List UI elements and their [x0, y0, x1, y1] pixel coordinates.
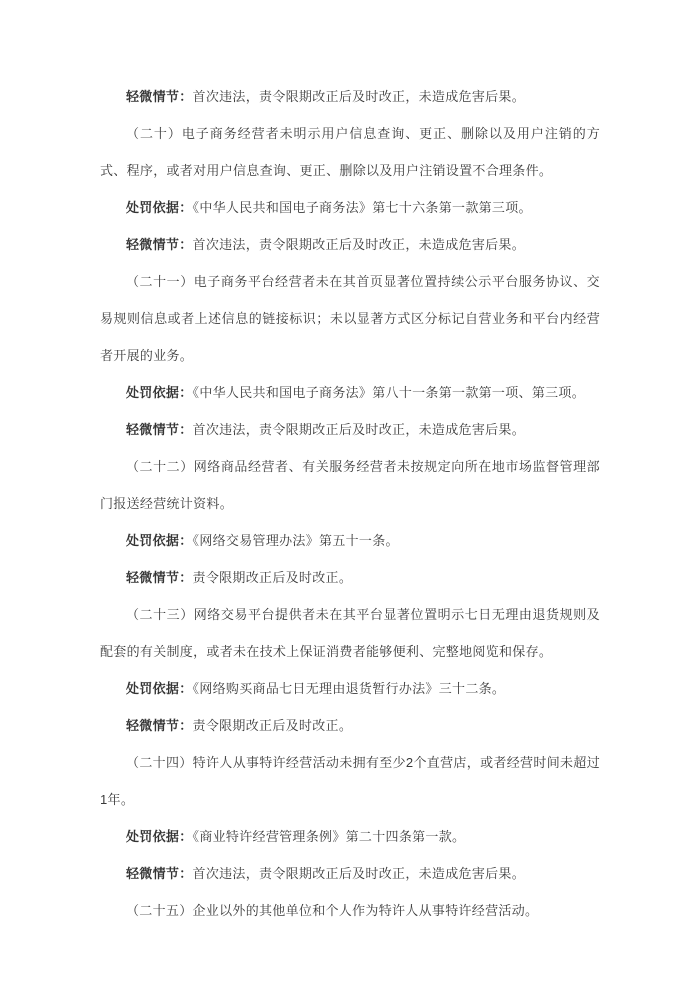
- paragraph-minor-circumstance: [100, 559, 600, 596]
- paragraph-text: （二十二）网络商品经营者、有关服务经营者未按规定向所在地市场监督管理部门报送经营统计资料。: [100, 459, 600, 511]
- paragraph-text: 《中华人民共和国电子商务法》第七十六条第一款第三项。: [192, 200, 532, 215]
- paragraph-label: 处罚依据：: [126, 681, 193, 696]
- paragraph-text: 《商业特许经营管理条例》第二十四条第一款。: [192, 829, 466, 844]
- paragraph-minor-circumstance: [100, 78, 600, 115]
- paragraph-label: 处罚依据：: [126, 385, 193, 400]
- paragraph-text: （二十）电子商务经营者未明示用户信息查询、更正、删除以及用户注销的方式、程序，或者对用户信息查询、更正、删除以及用户注销设置不合理条件。: [100, 126, 600, 178]
- paragraph-text: 责令限期改正后及时改正。: [192, 570, 353, 585]
- paragraph-item: [100, 263, 600, 374]
- paragraph-text: 首次违法，责令限期改正后及时改正，未造成危害后果。: [192, 89, 526, 104]
- paragraph-label: 轻微情节：: [126, 866, 193, 881]
- paragraph-item: [100, 892, 600, 929]
- paragraph-item: [100, 115, 600, 189]
- paragraph-item: [100, 448, 600, 522]
- paragraph-label: 轻微情节：: [126, 237, 193, 252]
- paragraph-text: （二十一）电子商务平台经营者未在其首页显著位置持续公示平台服务协议、交易规则信息或者上述信息的链接标识；未以显著方式区分标记自营业务和平台内经营者开展的业务。: [100, 274, 600, 363]
- paragraph-text: 《网络购买商品七日无理由退货暂行办法》三十二条。: [192, 681, 506, 696]
- paragraph-penalty-basis: [100, 522, 600, 559]
- paragraph-minor-circumstance: [100, 411, 600, 448]
- paragraph-text: 首次违法，责令限期改正后及时改正，未造成危害后果。: [192, 422, 526, 437]
- paragraph-text: （二十四）特许人从事特许经营活动未拥有至少2个直营店，或者经营时间未超过1年。: [100, 755, 600, 807]
- paragraph-minor-circumstance: [100, 707, 600, 744]
- paragraph-label: 轻微情节：: [126, 718, 193, 733]
- paragraph-text: 首次违法，责令限期改正后及时改正，未造成危害后果。: [192, 866, 526, 881]
- paragraph-label: 处罚依据：: [126, 533, 193, 548]
- paragraph-penalty-basis: [100, 374, 600, 411]
- paragraph-label: 轻微情节：: [126, 422, 193, 437]
- paragraph-label: 轻微情节：: [126, 570, 193, 585]
- paragraph-text: （二十五）企业以外的其他单位和个人作为特许人从事特许经营活动。: [126, 903, 539, 918]
- paragraph-minor-circumstance: [100, 855, 600, 892]
- paragraph-penalty-basis: [100, 670, 600, 707]
- paragraph-item: [100, 596, 600, 670]
- paragraph-text: （二十三）网络交易平台提供者未在其平台显著位置明示七日无理由退货规则及配套的有关制度，或者未在技术上保证消费者能够便利、完整地阅览和保存。: [100, 607, 600, 659]
- paragraph-text: 《网络交易管理办法》第五十一条。: [192, 533, 399, 548]
- paragraph-minor-circumstance: [100, 226, 600, 263]
- paragraph-label: 轻微情节：: [126, 89, 193, 104]
- paragraph-item: [100, 744, 600, 818]
- paragraph-label: 处罚依据：: [126, 200, 193, 215]
- paragraph-text: 责令限期改正后及时改正。: [192, 718, 353, 733]
- paragraph-text: 《中华人民共和国电子商务法》第八十一条第一款第一项、第三项。: [192, 385, 586, 400]
- paragraph-label: 处罚依据：: [126, 829, 193, 844]
- paragraph-text: 首次违法，责令限期改正后及时改正，未造成危害后果。: [192, 237, 526, 252]
- paragraph-penalty-basis: [100, 818, 600, 855]
- paragraph-penalty-basis: [100, 189, 600, 226]
